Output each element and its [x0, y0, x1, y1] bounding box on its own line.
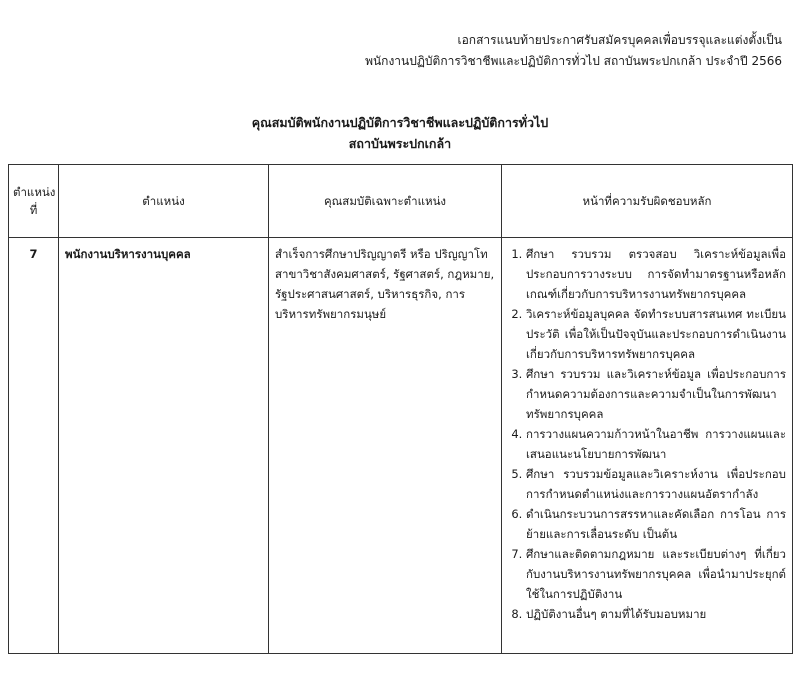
document-title [0, 112, 800, 154]
duty-item: 6. ดำเนินกระบวนการสรรหาและคัดเลือก การโอน การย้ายและการเลื่อนระดับ เป็นต้น [526, 504, 786, 544]
duty-item: 1. ศึกษา รวบรวม ตรวจสอบ วิเคราะห์ข้อมูลเพื่อประกอบการวางระบบ การจัดทำมาตรฐานหรือหลักเกณฑ์เกี่ยวกับการบริหารงานทรัพยากรบุคคล [526, 244, 786, 304]
table-header-row [9, 165, 793, 238]
header-number: ตำแหน่ง ที่ [9, 165, 59, 238]
duty-item: 3. ศึกษา รวบรวม และวิเคราะห์ข้อมูล เพื่อประกอบการกำหนดความต้องการและความจำเป็นในการพัฒนาทรัพยากรบุคคล [526, 364, 786, 424]
header-duties: หน้าที่ความรับผิดชอบหลัก [502, 165, 793, 238]
duty-item: 5. ศึกษา รวบรวมข้อมูลและวิเคราะห์งาน เพื่อประกอบการกำหนดตำแหน่งและการวางแผนอัตรากำลัง [526, 464, 786, 504]
attachment-note-line-2: พนักงานปฏิบัติการวิชาชีพและปฏิบัติการทั่วไป สถาบันพระปกเกล้า ประจำปี 2566 [365, 54, 782, 68]
header-position: ตำแหน่ง [59, 165, 269, 238]
position-number: 7 [9, 238, 59, 654]
document-attachment-note [365, 30, 782, 72]
table-row [9, 238, 793, 654]
duties-list [508, 244, 786, 624]
duty-item: 7. ศึกษาและติดตามกฎหมาย และระเบียบต่างๆ ที่เกี่ยวกับงานบริหารงานทรัพยากรบุคคล เพื่อนำมาประยุกต์ใช้ในการปฏิบัติงาน [526, 544, 786, 604]
duty-item: 4. การวางแผนความก้าวหน้าในอาชีพ การวางแผนและเสนอแนะนโยบายการพัฒนา [526, 424, 786, 464]
position-qualification: สำเร็จการศึกษาปริญญาตรี หรือ ปริญญาโท สาขาวิชาสังคมศาสตร์, รัฐศาสตร์, กฎหมาย, รัฐประศาสนศาสตร์, บริหารธุรกิจ, การบริหารทรัพยากรมนุษย์ [269, 238, 502, 654]
header-qualification: คุณสมบัติเฉพาะตำแหน่ง [269, 165, 502, 238]
attachment-note-line-1: เอกสารแนบท้ายประกาศรับสมัครบุคคลเพื่อบรรจุและแต่งตั้งเป็น [457, 33, 782, 47]
duty-item: 8. ปฏิบัติงานอื่นๆ ตามที่ได้รับมอบหมาย [526, 604, 786, 624]
title-line-1: คุณสมบัติพนักงานปฏิบัติการวิชาชีพและปฏิบัติการทั่วไป [251, 115, 549, 130]
position-duties [502, 238, 793, 654]
duty-item: 2. วิเคราะห์ข้อมูลบุคคล จัดทำระบบสารสนเทศ ทะเบียนประวัติ เพื่อให้เป็นปัจจุบันและประกอบการดำเนินงานเกี่ยวกับการบริหารทรัพยากรบุคคล [526, 304, 786, 364]
qualification-table [8, 164, 793, 654]
title-line-2: สถาบันพระปกเกล้า [348, 136, 452, 151]
position-title: พนักงานบริหารงานบุคคล [59, 238, 269, 654]
